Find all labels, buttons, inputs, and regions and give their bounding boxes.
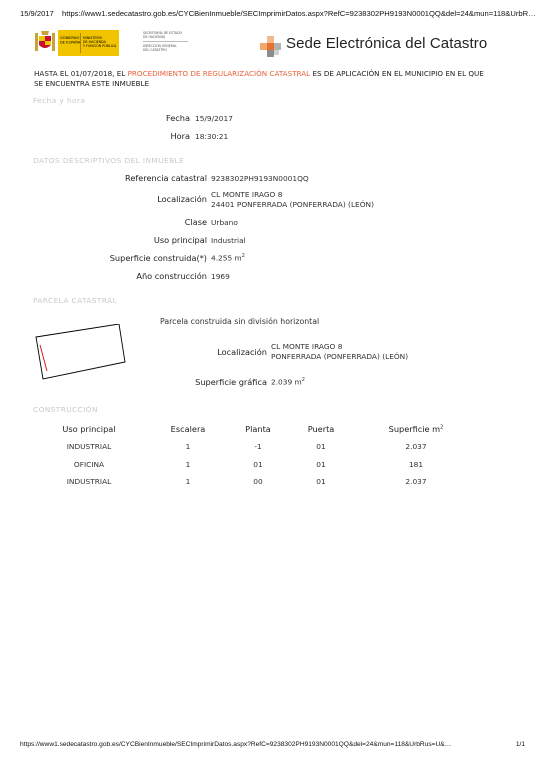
print-url: https://www1.sedecatastro.gob.es/CYCBienInmueble/SECImprimirDatos.aspx?RefC=9238302PH9193N0001QQ&del=24&mun=118&UrbR… (62, 9, 536, 18)
regularization-notice (34, 69, 484, 88)
ministry-line3: Y FUNCIÓN PÚBLICA (83, 44, 117, 48)
gov-line2: DE ESPAÑA (60, 40, 81, 45)
print-footer (20, 741, 525, 748)
col-escalera: Escalera (170, 424, 206, 434)
section-parcela: PARCELA CATASTRAL (33, 296, 117, 305)
anio-label: Año construcción (136, 271, 207, 281)
ref-value: 9238302PH9193N0001QQ (211, 174, 309, 183)
cell-planta: 00 (253, 477, 263, 486)
page-number: 1/1 (515, 741, 525, 748)
superficie-grafica-label: Superficie gráfica (195, 377, 267, 387)
box-line4: DEL CATASTRO (143, 48, 167, 52)
box-line3: DIRECCIÓN GENERAL (143, 44, 177, 48)
fecha-label: Fecha (165, 113, 190, 123)
cell-planta: 01 (253, 460, 263, 469)
site-title: Sede Electrónica del Catastro (286, 35, 488, 52)
parcela-description: Parcela construida sin división horizontal (160, 317, 320, 326)
superficie-grafica-number: 2.039 m (271, 377, 302, 387)
cell-uso: INDUSTRIAL (66, 442, 112, 451)
parcela-localizacion-line2: PONFERRADA (PONFERRADA) (LEÓN) (271, 352, 409, 361)
col-planta: Planta (245, 424, 271, 434)
cell-puerta: 01 (316, 442, 326, 451)
cell-superficie: 2.037 (405, 442, 427, 451)
regularization-link[interactable]: PROCEDIMIENTO DE REGULARIZACIÓN CATASTRAL (127, 69, 311, 78)
localizacion-line1: CL MONTE IRAGO 8 (211, 190, 283, 199)
hora-value: 18:30:21 (195, 132, 229, 141)
cell-uso: OFICINA (73, 460, 105, 469)
uso-value: Industrial (211, 236, 246, 245)
parcel-plot-image[interactable] (33, 324, 133, 380)
ministry-line2: DE HACIENDA (83, 40, 106, 44)
superficie-construida-value (211, 253, 245, 262)
superficie-grafica-value (271, 377, 305, 386)
col-superficie-exp: 2 (440, 424, 444, 431)
cell-uso: INDUSTRIAL (66, 477, 112, 486)
spain-coat-of-arms-icon (35, 31, 55, 51)
superficie-construida-number: 4.255 m (211, 253, 242, 263)
superficie-construida-label: Superficie construida(*) (109, 253, 207, 263)
section-datos-inmueble: DATOS DESCRIPTIVOS DEL INMUEBLE (33, 156, 185, 165)
cell-superficie: 2.037 (405, 477, 427, 486)
anio-value: 1969 (211, 272, 230, 281)
localizacion-line2: 24401 PONFERRADA (PONFERRADA) (LEÓN) (211, 200, 374, 209)
col-puerta: Puerta (307, 424, 335, 434)
col-superficie (371, 424, 461, 434)
notice-prefix: HASTA EL 01/07/2018, EL (34, 69, 128, 78)
secretaria-box (143, 31, 188, 55)
box-line1: SECRETARÍA DE ESTADO (143, 31, 183, 35)
gov-line1: GOBIERNO (60, 36, 80, 40)
col-uso-principal: Uso principal (62, 424, 116, 434)
cell-escalera: 1 (185, 477, 191, 486)
parcela-localizacion-label: Localización (217, 347, 267, 357)
cell-escalera: 1 (185, 442, 191, 451)
box-line2: DE HACIENDA (143, 35, 166, 39)
fecha-value: 15/9/2017 (195, 114, 233, 123)
section-fecha-hora: Fecha y hora (33, 96, 86, 105)
cell-puerta: 01 (316, 477, 326, 486)
cell-escalera: 1 (185, 460, 191, 469)
localizacion-label: Localización (157, 194, 207, 204)
government-logo (34, 30, 119, 56)
print-date: 15/9/2017 (20, 9, 54, 18)
notice-suffix: ES DE APLICACIÓN EN EL MUNICIPIO EN EL QUE SE ENCUENTRA ESTE INMUEBLE (34, 69, 484, 88)
parcela-localizacion-line1: CL MONTE IRAGO 8 (271, 342, 343, 351)
section-construccion: CONSTRUCCIÓN (33, 405, 98, 414)
print-header (20, 9, 536, 18)
print-url-bottom: https://www1.sedecatastro.gob.es/CYCBienInmueble/SECImprimirDatos.aspx?RefC=9238302PH9193N0001QQ&del=24&mun=118&UrbRus=U&… (20, 741, 452, 748)
clase-value: Urbano (211, 218, 238, 227)
ref-label: Referencia catastral (125, 173, 207, 183)
uso-label: Uso principal (153, 235, 207, 245)
ministry-line1: MINISTERIO (83, 36, 103, 40)
superficie-grafica-exp: 2 (301, 377, 305, 383)
cell-superficie: 181 (408, 460, 424, 469)
clase-label: Clase (184, 217, 207, 227)
hora-label: Hora (170, 131, 190, 141)
cell-planta: -1 (254, 442, 262, 451)
superficie-construida-exp: 2 (241, 253, 245, 259)
catastro-logo-icon (258, 34, 284, 60)
cell-puerta: 01 (316, 460, 326, 469)
col-superficie-label: Superficie m (388, 424, 441, 434)
